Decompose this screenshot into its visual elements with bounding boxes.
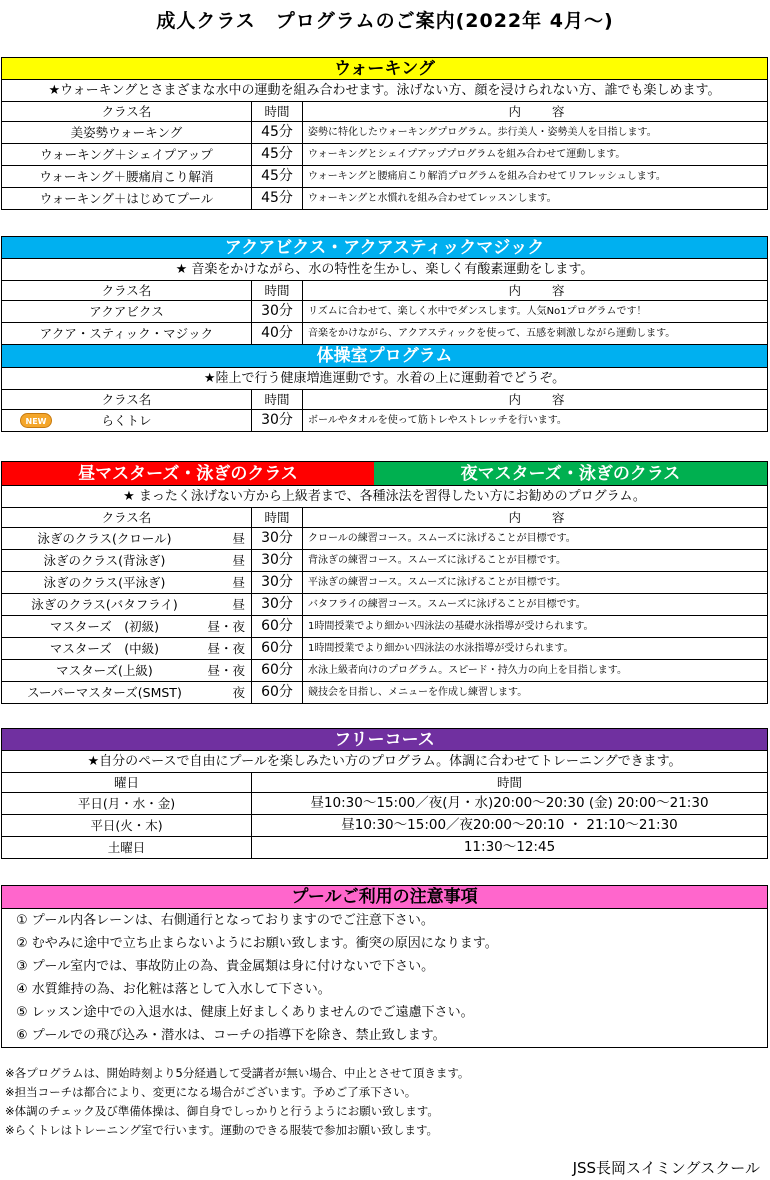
list-item: ② むやみに途中で立ち止まらないようにお願い致します。衝突の原因になります。 — [16, 936, 498, 951]
notes-section — [1, 885, 768, 1048]
class-name: ウォーキング＋はじめてプール — [2, 188, 252, 209]
class-name: 泳ぎのクラス(背泳ぎ) — [43, 553, 166, 568]
table-row — [2, 550, 767, 572]
free-time: 11:30～12:45 — [463, 839, 556, 855]
class-content: 平泳ぎの練習コース。スムーズに泳げることが目標です。 — [308, 577, 566, 588]
table-row — [2, 837, 767, 859]
class-time: 30分 — [252, 594, 303, 615]
col-time: 時間 — [252, 390, 303, 409]
class-name: マスターズ(上級) — [56, 663, 153, 678]
class-name: マスターズ (初級) — [49, 619, 160, 634]
class-time: 45分 — [252, 144, 303, 165]
class-time: 30分 — [252, 301, 303, 322]
class-content: ボールやタオルを使って筋トレやストレッチを行います。 — [308, 415, 567, 426]
class-time: 45分 — [252, 122, 303, 143]
col-class-name: クラス名 — [2, 508, 252, 527]
class-time: 45分 — [252, 188, 303, 209]
table-row — [2, 815, 767, 837]
table-row — [2, 188, 767, 210]
aqua-header: アクアビクス・アクアスティックマジック — [2, 236, 767, 259]
class-content: 音楽をかけながら、アクアスティックを使って、五感を刺激しながら運動します。 — [308, 328, 676, 339]
table-row — [2, 682, 767, 704]
class-content: 1時間授業でより細かい四泳法の水泳指導が受けられます。 — [308, 643, 574, 654]
class-when: 昼 — [232, 597, 245, 612]
gym-table-header — [2, 390, 767, 410]
col-time: 時間 — [252, 508, 303, 527]
new-badge-icon: NEW — [20, 413, 52, 428]
list-item: ④ 水質維持の為、お化粧は落として入水して下さい。 — [16, 982, 331, 997]
class-name: ウォーキング＋シェイプアップ — [2, 144, 252, 165]
class-name: らくトレ — [101, 413, 152, 428]
walking-description: ★ウォーキングとさまざまな水中の運動を組み合わせます。泳げない方、顔を浸けられない方、誰でも楽しめます。 — [2, 80, 767, 102]
class-content: リズムに合わせて、楽しく水中でダンスします。人気No1プログラムです！ — [308, 306, 647, 317]
swim-description: ★ まったく泳げない方から上級者まで、各種泳法を習得したい方にお勧めのプログラム。 — [2, 486, 767, 508]
table-row — [2, 144, 767, 166]
free-table-header — [2, 773, 767, 793]
class-name: スーパーマスターズ(SMST) — [27, 685, 182, 700]
aqua-description: ★ 音楽をかけながら、水の特性を生かし、楽しく有酸素運動をします。 — [2, 259, 767, 281]
class-content: ウォーキングとシェイプアッププログラムを組み合わせて運動します。 — [308, 149, 626, 160]
free-description: ★自分のペースで自由にプールを楽しみたい方のプログラム。体調に合わせてトレーニングできます。 — [2, 751, 767, 773]
col-class-name: クラス名 — [2, 390, 252, 409]
col-class-name: クラス名 — [2, 102, 252, 121]
class-content: 姿勢に特化したウォーキングプログラム。歩行美人・姿勢美人を目指します。 — [308, 127, 657, 138]
col-time: 時間 — [252, 281, 303, 300]
free-time: 昼10:30～15:00／夜(月・水)20:00～20:30 (金) 20:00～21:30 — [310, 795, 709, 811]
table-row — [2, 660, 767, 682]
class-name: ウォーキング＋腰痛肩こり解消 — [2, 166, 252, 187]
col-content: 内 容 — [508, 510, 567, 525]
class-time: 30分 — [252, 550, 303, 571]
col-content: 内 容 — [508, 392, 567, 407]
school-signature: JSS長岡スイミングスクール — [572, 1159, 760, 1177]
class-name: 泳ぎのクラス(バタフライ) — [31, 597, 178, 612]
class-content: 背泳ぎの練習コース。スムーズに泳げることが目標です。 — [308, 555, 566, 566]
class-content: ウォーキングと腰痛肩こり解消プログラムを組み合わせてリフレッシュします。 — [308, 171, 666, 182]
class-time: 60分 — [252, 660, 303, 681]
table-row — [2, 301, 767, 323]
free-day: 平日(火・木) — [2, 815, 252, 836]
walking-header: ウォーキング — [2, 57, 767, 80]
walking-table-header — [2, 102, 767, 122]
class-time: 30分 — [252, 572, 303, 593]
class-name: アクア・スティック・マジック — [2, 323, 252, 344]
class-time: 40分 — [252, 323, 303, 344]
col-class-name: クラス名 — [2, 281, 252, 300]
col-content: 内 容 — [508, 104, 567, 119]
free-header: フリーコース — [2, 728, 767, 751]
class-time: 60分 — [252, 638, 303, 659]
class-when: 昼 — [232, 531, 245, 546]
col-day: 曜日 — [2, 773, 252, 792]
table-row — [2, 793, 767, 815]
free-day: 平日(月・水・金) — [2, 793, 252, 814]
col-time: 時間 — [496, 775, 522, 790]
free-time: 昼10:30～15:00／夜20:00～20:10 ・ 21:10～21:30 — [341, 817, 678, 833]
notes-header: プールご利用の注意事項 — [2, 886, 767, 909]
free-day: 土曜日 — [2, 837, 252, 858]
class-time: 60分 — [252, 616, 303, 637]
day-masters-header: 昼マスターズ・泳ぎのクラス — [2, 462, 374, 485]
footnotes — [5, 1064, 469, 1140]
class-content: ウォーキングと水慣れを組み合わせてレッスンします。 — [308, 193, 557, 204]
class-time: 30分 — [252, 528, 303, 549]
col-content: 内 容 — [508, 283, 567, 298]
class-when: 昼 — [232, 553, 245, 568]
table-row — [2, 528, 767, 550]
footnote: ※担当コーチは都合により、変更になる場合がございます。予めご了承下さい。 — [5, 1085, 417, 1099]
table-row — [2, 572, 767, 594]
class-time: 45分 — [252, 166, 303, 187]
aqua-section — [1, 236, 768, 432]
class-when: 昼・夜 — [207, 641, 245, 656]
list-item: ⑥ プールでの飛び込み・潜水は、コーチの指導下を除き、禁止致します。 — [16, 1028, 446, 1043]
table-row — [2, 638, 767, 660]
table-row — [2, 410, 767, 432]
footnote: ※らくトレはトレーニング室で行います。運動のできる服装で参加お願い致します。 — [5, 1123, 439, 1137]
swim-header — [2, 461, 767, 486]
class-name: アクアビクス — [2, 301, 252, 322]
list-item: ③ プール室内では、事故防止の為、貴金属類は身に付けないで下さい。 — [16, 959, 435, 974]
class-name: 美姿勢ウォーキング — [2, 122, 252, 143]
table-row — [2, 166, 767, 188]
class-when: 昼 — [232, 575, 245, 590]
class-name: 泳ぎのクラス(平泳ぎ) — [43, 575, 166, 590]
class-content: 競技会を目指し、メニューを作成し練習します。 — [308, 687, 528, 698]
class-content: クロールの練習コース。スムーズに泳げることが目標です。 — [308, 533, 576, 544]
list-item: ⑤ レッスン途中での入退水は、健康上好ましくありませんのでご遠慮下さい。 — [16, 1005, 474, 1020]
class-time: 60分 — [252, 682, 303, 703]
night-masters-header: 夜マスターズ・泳ぎのクラス — [374, 462, 767, 485]
class-content: バタフライの練習コース。スムーズに泳げることが目標です。 — [308, 599, 586, 610]
class-when: 夜 — [232, 685, 245, 700]
table-row — [2, 122, 767, 144]
class-when: 昼・夜 — [207, 663, 245, 678]
class-content: 1時間授業でより細かい四泳法の基礎水泳指導が受けられます。 — [308, 621, 594, 632]
aqua-table-header — [2, 281, 767, 301]
walking-section — [1, 57, 768, 210]
list-item: ① プール内各レーンは、右側通行となっておりますのでご注意下さい。 — [16, 913, 434, 928]
table-row — [2, 594, 767, 616]
class-name: 泳ぎのクラス(クロール) — [37, 531, 172, 546]
page-title: 成人クラス プログラムのご案内(2022年 4月～) — [156, 10, 614, 32]
class-when: 昼・夜 — [207, 619, 245, 634]
swim-section — [1, 461, 768, 704]
footnote: ※体調のチェック及び準備体操は、御自身でしっかりと行うようにお願い致します。 — [5, 1104, 439, 1118]
table-row — [2, 323, 767, 345]
table-row — [2, 616, 767, 638]
class-time: 30分 — [252, 410, 303, 431]
class-name-cell — [2, 410, 252, 431]
gym-description: ★陸上で行う健康増進運動です。水着の上に運動着でどうぞ。 — [2, 368, 767, 390]
footnote: ※各プログラムは、開始時刻より5分経過して受講者が無い場合、中止とさせて頂きます。 — [5, 1066, 470, 1080]
swim-table-header — [2, 508, 767, 528]
col-time: 時間 — [252, 102, 303, 121]
class-content: 水泳上級者向けのプログラム。スピード・持久力の向上を目指します。 — [308, 665, 627, 676]
class-name: マスターズ (中級) — [49, 641, 160, 656]
gym-header: 体操室プログラム — [2, 345, 767, 368]
free-section — [1, 728, 768, 859]
